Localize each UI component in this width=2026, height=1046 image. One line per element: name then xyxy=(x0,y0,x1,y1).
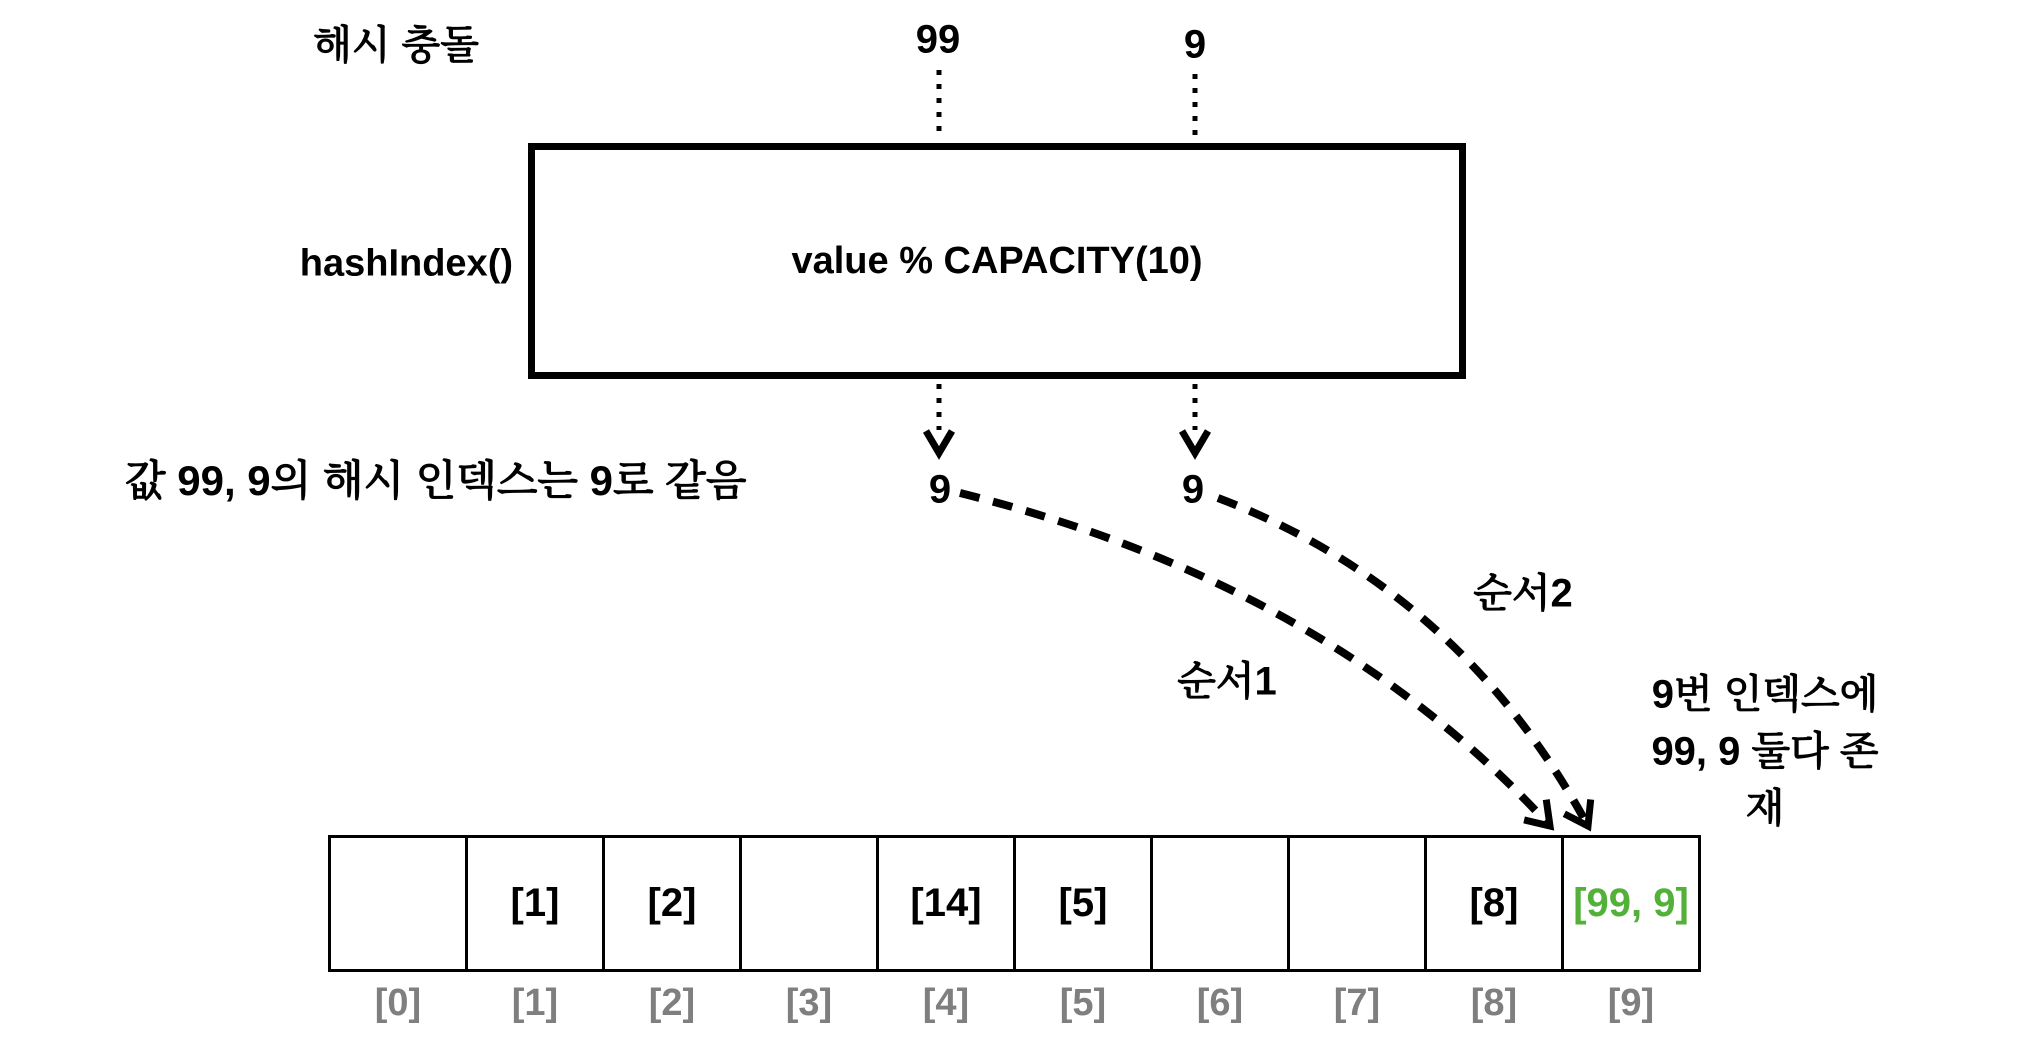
bucket-index-8: [8] xyxy=(1470,982,1518,1024)
collision-caption-line1: 9번 인덱스에 xyxy=(1651,672,1879,717)
bucket-index-0: [0] xyxy=(374,982,422,1024)
bucket-value-1: [1] xyxy=(510,881,560,925)
bucket-cell-4 xyxy=(876,835,1016,972)
hash-function-box xyxy=(528,143,1466,379)
collision-caption xyxy=(1635,667,1896,838)
bucket-value-9: [99, 9] xyxy=(1573,881,1689,925)
bucket-cell-6 xyxy=(1150,835,1290,972)
hash-formula: value % CAPACITY(10) xyxy=(791,239,1203,282)
output-arrowhead-99 xyxy=(926,431,952,453)
order1-label: 순서1 xyxy=(1177,659,1277,704)
bucket-cell-7 xyxy=(1287,835,1427,972)
hash-function-name: hashIndex() xyxy=(299,242,513,285)
bucket-cell-3 xyxy=(739,835,879,972)
bucket-value-5: [5] xyxy=(1058,881,1108,925)
bucket-index-1: [1] xyxy=(511,982,559,1024)
order2-label: 순서2 xyxy=(1473,571,1573,616)
bucket-value-2: [2] xyxy=(647,881,697,925)
output-index-right: 9 xyxy=(1181,467,1205,512)
hash-bucket-array xyxy=(328,835,1701,972)
bucket-cell-0 xyxy=(328,835,468,972)
bucket-index-9: [9] xyxy=(1607,982,1655,1024)
bucket-cell-9-collision xyxy=(1561,835,1701,972)
input-value-99: 99 xyxy=(915,17,961,62)
input-value-9: 9 xyxy=(1183,22,1207,67)
bucket-index-2: [2] xyxy=(648,982,696,1024)
hash-result-caption: 값 99, 9의 해시 인덱스는 9로 같음 xyxy=(125,457,747,504)
bucket-index-6: [6] xyxy=(1196,982,1244,1024)
output-index-left: 9 xyxy=(928,467,952,512)
bucket-cell-5 xyxy=(1013,835,1153,972)
output-arrowhead-9 xyxy=(1182,431,1208,453)
bucket-cell-2 xyxy=(602,835,742,972)
bucket-index-3: [3] xyxy=(785,982,833,1024)
bucket-value-4: [14] xyxy=(910,881,982,925)
bucket-index-labels xyxy=(328,982,1701,1025)
bucket-index-4: [4] xyxy=(922,982,970,1024)
bucket-index-5: [5] xyxy=(1059,982,1107,1024)
diagram-title: 해시 충돌 xyxy=(313,23,479,68)
collision-caption-line2: 99, 9 둘다 존재 xyxy=(1651,729,1879,831)
bucket-value-8: [8] xyxy=(1469,881,1519,925)
bucket-cell-1 xyxy=(465,835,605,972)
bucket-cell-8 xyxy=(1424,835,1564,972)
bucket-index-7: [7] xyxy=(1333,982,1381,1024)
